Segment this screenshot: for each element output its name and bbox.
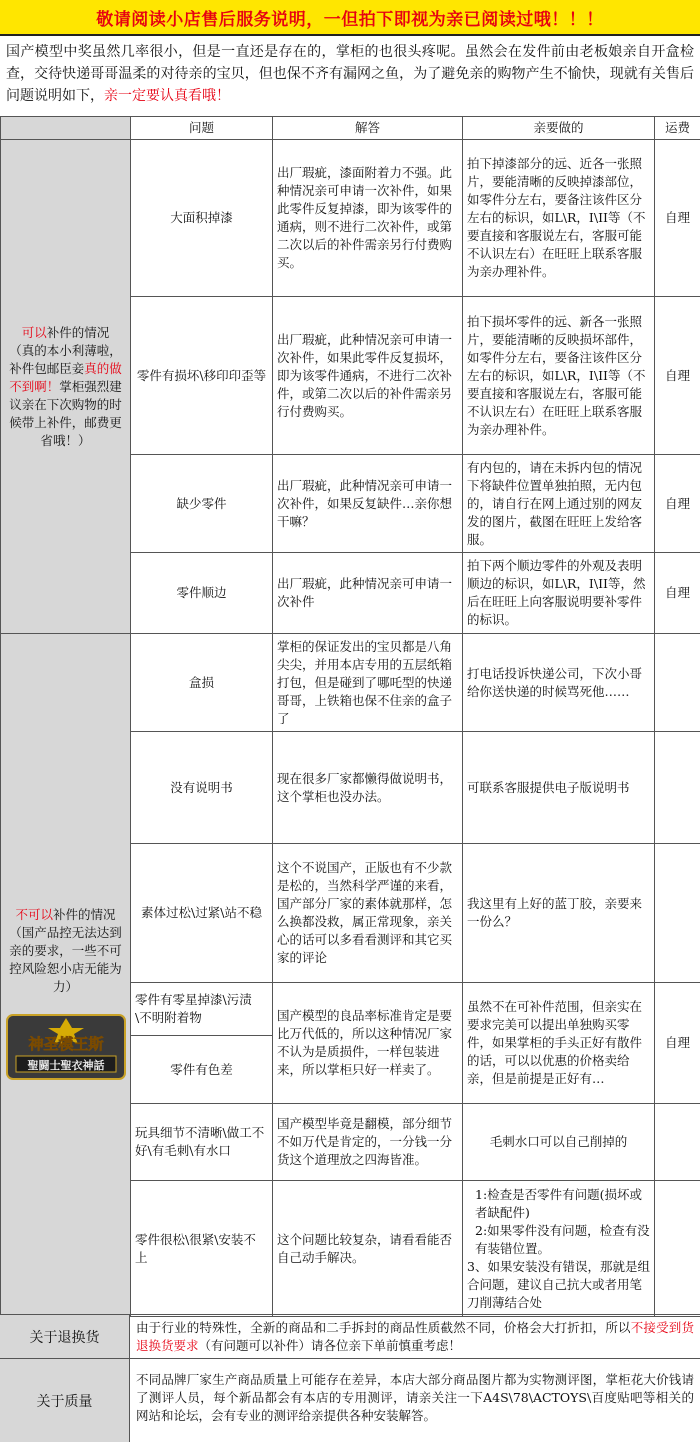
- problem-cell: 零件有色差: [131, 1036, 273, 1104]
- returns-text-red: 不接受到货退换货要求: [136, 1320, 694, 1353]
- logo-subtitle: 聖闘士聖衣神話: [27, 1058, 104, 1072]
- problem-cell: 零件顺边: [131, 553, 273, 634]
- answer-cell: 出厂瑕疵，此种情况亲可申请一次补件，如果此零件反复损坏，即为该零件通病，不进行二次补件，或第二次以后的补件需亲另行付费购买。: [273, 297, 463, 455]
- header-fee: 运费: [655, 117, 700, 140]
- answer-cell: 掌柜的保证发出的宝贝都是八角尖尖，并用本店专用的五层纸箱打包，但是碰到了哪吒型的快递哥哥，上铁箱也保不住亲的盒子了: [273, 634, 463, 732]
- header-todo: 亲要做的: [463, 117, 655, 140]
- todo-cell: 有内包的，请在未拆内包的情况下将缺件位置单独拍照，无内包的，请自行在网上通过别的网友发的图片，截图在旺旺上发给客服。: [463, 455, 655, 553]
- answer-cell: 现在很多厂家都懒得做说明书，这个掌柜也没办法。: [273, 732, 463, 844]
- answer-cell: 出厂瑕疵，漆面附着力不强。此种情况亲可申请一次补件，如果此零件反复掉漆，即为该零件的通病，则不进行二次补件，或第二次以后的补件需亲另行付费购买。: [273, 140, 463, 297]
- answer-cell: 出厂瑕疵，此种情况亲可申请一次补件: [273, 553, 463, 634]
- fee-cell: [655, 732, 700, 844]
- logo-title: 神圣模王斯: [28, 1035, 103, 1053]
- answer-cell: 国产模型毕竟是翻模，部分细节不如万代是肯定的，一分钱一分货这个道理放之四海皆准。: [273, 1104, 463, 1181]
- fee-cell: [655, 844, 700, 983]
- quality-section: [0, 1358, 700, 1442]
- label-refill-note-red: 真的做不到啊！: [9, 361, 122, 394]
- label-refill-note2: 掌柜强烈建议亲在下次购物的时候带上补件，邮费更省哦！）: [9, 379, 122, 448]
- brand-logo: [6, 1014, 126, 1080]
- fee-cell: 自理: [655, 140, 700, 297]
- returns-section: [0, 1314, 700, 1359]
- header-blank: [1, 117, 131, 140]
- todo-cell: 拍下两个顺边零件的外观及表明顺边的标识，如L\R，I\II等，然后在旺旺上向客服说明要补零件的标识。: [463, 553, 655, 634]
- answer-cell: 国产模型的良品率标准肯定是要比万代低的，所以这种情况厂家不认为是质损件，一样包装进来，所以掌柜只好一样卖了。: [273, 983, 463, 1104]
- fee-cell: 自理: [655, 297, 700, 455]
- label-no-refill-note: （国产品控无法达到亲的要求，一些不可控风险恕小店无能为力）: [9, 925, 122, 994]
- returns-text-2: （有问题可以补件）请各位亲下单前慎重考虑！: [199, 1338, 462, 1353]
- label-can: 可以: [22, 325, 47, 340]
- problem-cell: 玩具细节不清晰\做工不好\有毛刺\有水口: [131, 1104, 273, 1181]
- todo-step-1: 1:检查是否零件有问题(损坏或者缺配件): [467, 1186, 650, 1222]
- todo-cell: 我这里有上好的蓝丁胶，亲要来一份么？: [463, 844, 655, 983]
- problem-cell: 零件有损坏\移印印歪等: [131, 297, 273, 455]
- after-sales-table: [0, 116, 700, 1317]
- problem-cell: 盒损: [131, 634, 273, 732]
- problem-cell: 素体过松\过紧\站不稳: [131, 844, 273, 983]
- problem-cell: 零件有零星掉漆\污渍\不明附着物: [131, 983, 273, 1036]
- returns-text-1: 由于行业的特殊性，全新的商品和二手拆封的商品性质截然不同，价格会大打折扣，所以: [136, 1320, 631, 1335]
- problem-cell: 没有说明书: [131, 732, 273, 844]
- quality-label: 关于质量: [0, 1359, 130, 1442]
- header-problem: 问题: [131, 117, 273, 140]
- section-refill-label: [1, 140, 131, 634]
- todo-cell: [463, 1181, 655, 1317]
- problem-cell: 缺少零件: [131, 455, 273, 553]
- fee-cell: [655, 1104, 700, 1181]
- todo-cell: 可联系客服提供电子版说明书: [463, 732, 655, 844]
- section-no-refill-label: [1, 634, 131, 1317]
- label-refill-note1: （真的本小利薄啦，补件包邮臣妾: [9, 343, 122, 376]
- label-no-refill: 补件的情况: [53, 907, 116, 922]
- table-row: [1, 634, 700, 732]
- fee-cell: 自理: [655, 455, 700, 553]
- answer-cell: 这个问题比较复杂，请看看能否自己动手解决。: [273, 1181, 463, 1317]
- problem-cell: 大面积掉漆: [131, 140, 273, 297]
- answer-cell: 这个不说国产，正版也有不少款是松的，当然科学严谨的来看，国产部分厂家的素体就那样，怎么换都没救，属正常现象，亲关心的话可以多看看测评和其它买家的评论: [273, 844, 463, 983]
- problem-cell: 零件很松\很紧\安装不上: [131, 1181, 273, 1317]
- fee-cell: [655, 634, 700, 732]
- table-row: [1, 140, 700, 297]
- label-cannot: 不可以: [15, 907, 53, 922]
- intro-emphasis: 亲一定要认真看哦！: [104, 88, 230, 104]
- table-header-row: [1, 117, 700, 140]
- quality-text: 不同品牌厂家生产商品质量上可能存在差异，本店大部分商品图片都为实物测评图，掌柜花大价钱请了测评人员，每个新品都会有本店的专用测评，请亲关注一下A4S\78\ACTOYS\百度贴吧等相关的网站和论坛，会有专业的测评给亲提供各种安装解答。: [130, 1359, 700, 1442]
- fee-cell: [655, 1181, 700, 1317]
- answer-cell: 出厂瑕疵，此种情况亲可申请一次补件，如果反复缺件…亲你想干嘛？: [273, 455, 463, 553]
- intro-text: 国产模型中奖虽然几率很小，但是一直还是存在的，掌柜的也很头疼呢。虽然会在发件前由老板娘亲自开盒检查，交待快递哥哥温柔的对待亲的宝贝，但也保不齐有漏网之鱼，为了避免亲的购物产生不愉快，现就有关售后问题说明如下，: [6, 44, 694, 104]
- intro-paragraph: [0, 36, 700, 116]
- returns-text: [130, 1315, 700, 1359]
- todo-cell: 毛刺水口可以自己削掉的: [463, 1104, 655, 1181]
- todo-cell: 拍下损坏零件的远、新各一张照片，要能清晰的反映损坏部件，如零件分左右，要备注该件区分左右的标识，如L\R，I\II等（不要直接和客服说左右，客服可能不认识左右）在旺旺上联系客服为亲办理补件。: [463, 297, 655, 455]
- fee-cell: 自理: [655, 553, 700, 634]
- fee-cell: 自理: [655, 983, 700, 1104]
- header-answer: 解答: [273, 117, 463, 140]
- todo-cell: 打电话投诉快递公司，下次小哥给你送快递的时候骂死他……: [463, 634, 655, 732]
- todo-step-2: 2:如果零件没有问题，检查有没有装错位置。: [467, 1222, 650, 1258]
- label-refill: 补件的情况: [47, 325, 110, 340]
- returns-label: 关于退换货: [0, 1315, 130, 1359]
- todo-step-3: 3、如果安装没有错误，那就是组合问题，建议自己抗大或者用笔刀削薄结合处: [467, 1258, 650, 1312]
- todo-cell: 拍下掉漆部分的远、近各一张照片，要能清晰的反映掉漆部位，如零件分左右，要备注该件区分左右的标识，如L\R，I\II等（不要直接和客服说左右，客服可能不认识左右）在旺旺上联系客服为亲办理补件。: [463, 140, 655, 297]
- notice-banner: 敬请阅读小店售后服务说明，一但拍下即视为亲已阅读过哦！！！: [0, 0, 700, 36]
- todo-cell: 虽然不在可补件范围，但亲实在要求完美可以提出单独购买零件，如果掌柜的手头正好有散件的话，可以以优惠的价格卖给亲，但是前提是正好有…: [463, 983, 655, 1104]
